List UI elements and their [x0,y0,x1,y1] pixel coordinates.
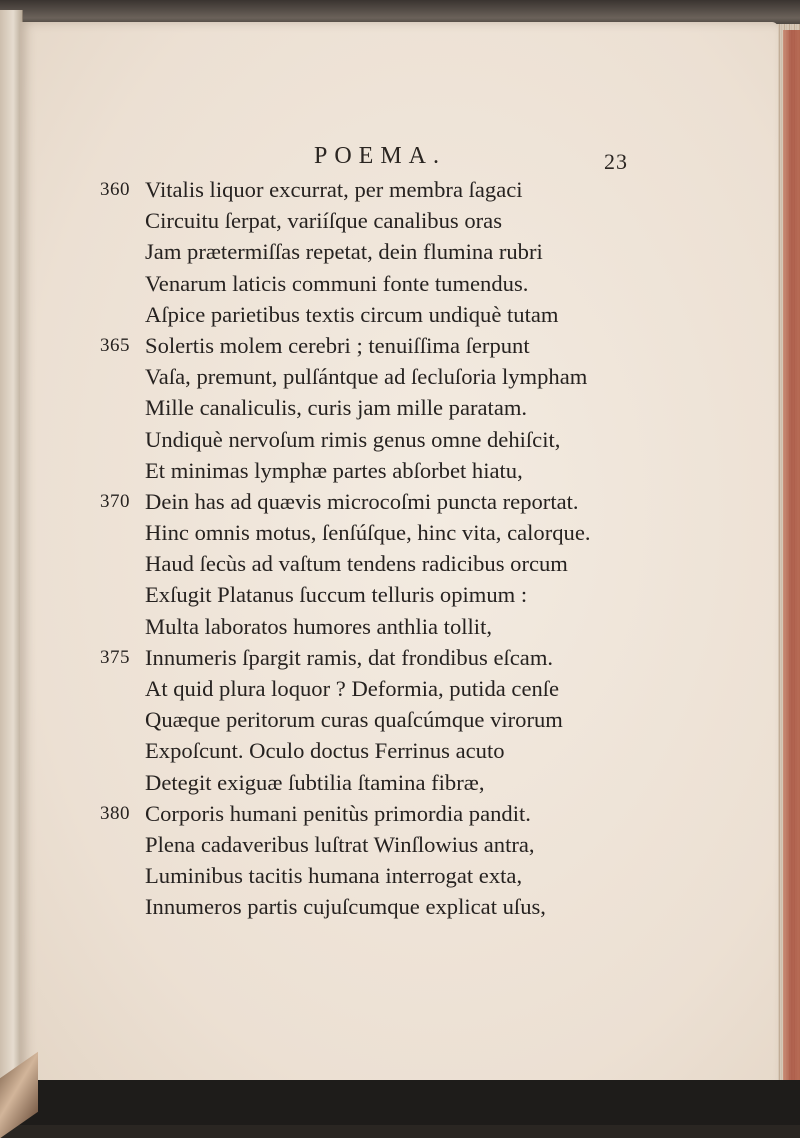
poem-body [0,174,780,923]
verse-line [0,392,780,423]
verse-line [0,704,780,735]
verse-text: Aſpice parietibus textis circum undiquè tutam [145,301,559,327]
line-number: 375 [100,646,130,668]
verse-text: Vaſa, premunt, pulſántque ad ſecluſoria lympham [145,364,588,390]
verse-line [0,205,780,236]
verse-line [0,486,780,517]
verse-text: Jam prætermiſſas repetat, dein flumina rubri [145,239,543,265]
verse-text: Haud ſecùs ad vaſtum tendens radicibus orcum [145,551,568,577]
verse-text: Expoſcunt. Oculo doctus Ferrinus acuto [145,738,505,764]
verse-text: Hinc omnis motus, ſenſúſque, hinc vita, calorque. [145,520,591,546]
book-bottom-edge [0,1080,800,1125]
verse-line [0,517,780,548]
verse-text: Undiquè nervoſum rimis genus omne dehiſcit, [145,426,561,452]
verse-text: Corporis humani penitùs primordia pandit. [145,800,531,826]
verse-text: Dein has ad quævis microcoſmi puncta reportat. [145,488,579,514]
running-title: POEMA. [314,143,447,169]
verse-text: Detegit exiguæ ſubtilia ſtamina fibræ, [145,769,485,795]
verse-line [0,860,780,891]
verse-line [0,236,780,267]
verse-text: Circuitu ſerpat, variíſque canalibus oras [145,208,502,234]
verse-line [0,455,780,486]
verse-line [0,579,780,610]
verse-line [0,174,780,205]
verse-line [0,798,780,829]
verse-line [0,361,780,392]
page-number: 23 [604,149,628,174]
verse-text: Innumeros partis cujuſcumque explicat uſus, [145,894,546,920]
verse-line [0,735,780,766]
verse-line [0,829,780,860]
verse-text: Mille canaliculis, curis jam mille paratam. [145,395,528,421]
verse-line [0,642,780,673]
line-number: 380 [100,802,130,824]
verse-text: Vitalis liquor excurrat, per membra ſagaci [145,177,523,202]
verse-text: Multa laboratos humores anthlia tollit, [145,613,493,639]
verse-text: Innumeris ſpargit ramis, dat frondibus eſcam. [145,644,554,670]
line-number: 365 [100,334,130,356]
verse-line [0,673,780,704]
verse-line [0,268,780,299]
line-number: 360 [100,179,130,200]
verse-text: Venarum laticis communi fonte tumendus. [145,270,529,296]
verse-line [0,299,780,330]
verse-text: Exſugit Platanus ſuccum telluris opimum : [145,582,528,608]
verse-text: Luminibus tacitis humana interrogat exta, [145,863,523,889]
line-number: 370 [100,490,130,512]
verse-text: At quid plura loquor ? Deformia, putida cenſe [145,676,560,701]
verse-line [0,767,780,798]
verse-line [0,548,780,579]
verse-line [0,611,780,642]
verse-line [0,330,780,361]
verse-line [0,891,780,922]
verse-text: Plena cadaveribus luſtrat Winſlowius antra, [145,831,535,857]
verse-text: Solertis molem cerebri ; tenuiſſima ſerpunt [145,332,530,358]
verse-text: Et minimas lymphæ partes abſorbet hiatu, [145,457,523,483]
verse-text: Quæque peritorum curas quaſcúmque virorum [145,707,563,733]
red-page-edge [783,30,800,1105]
verse-line [0,424,780,455]
